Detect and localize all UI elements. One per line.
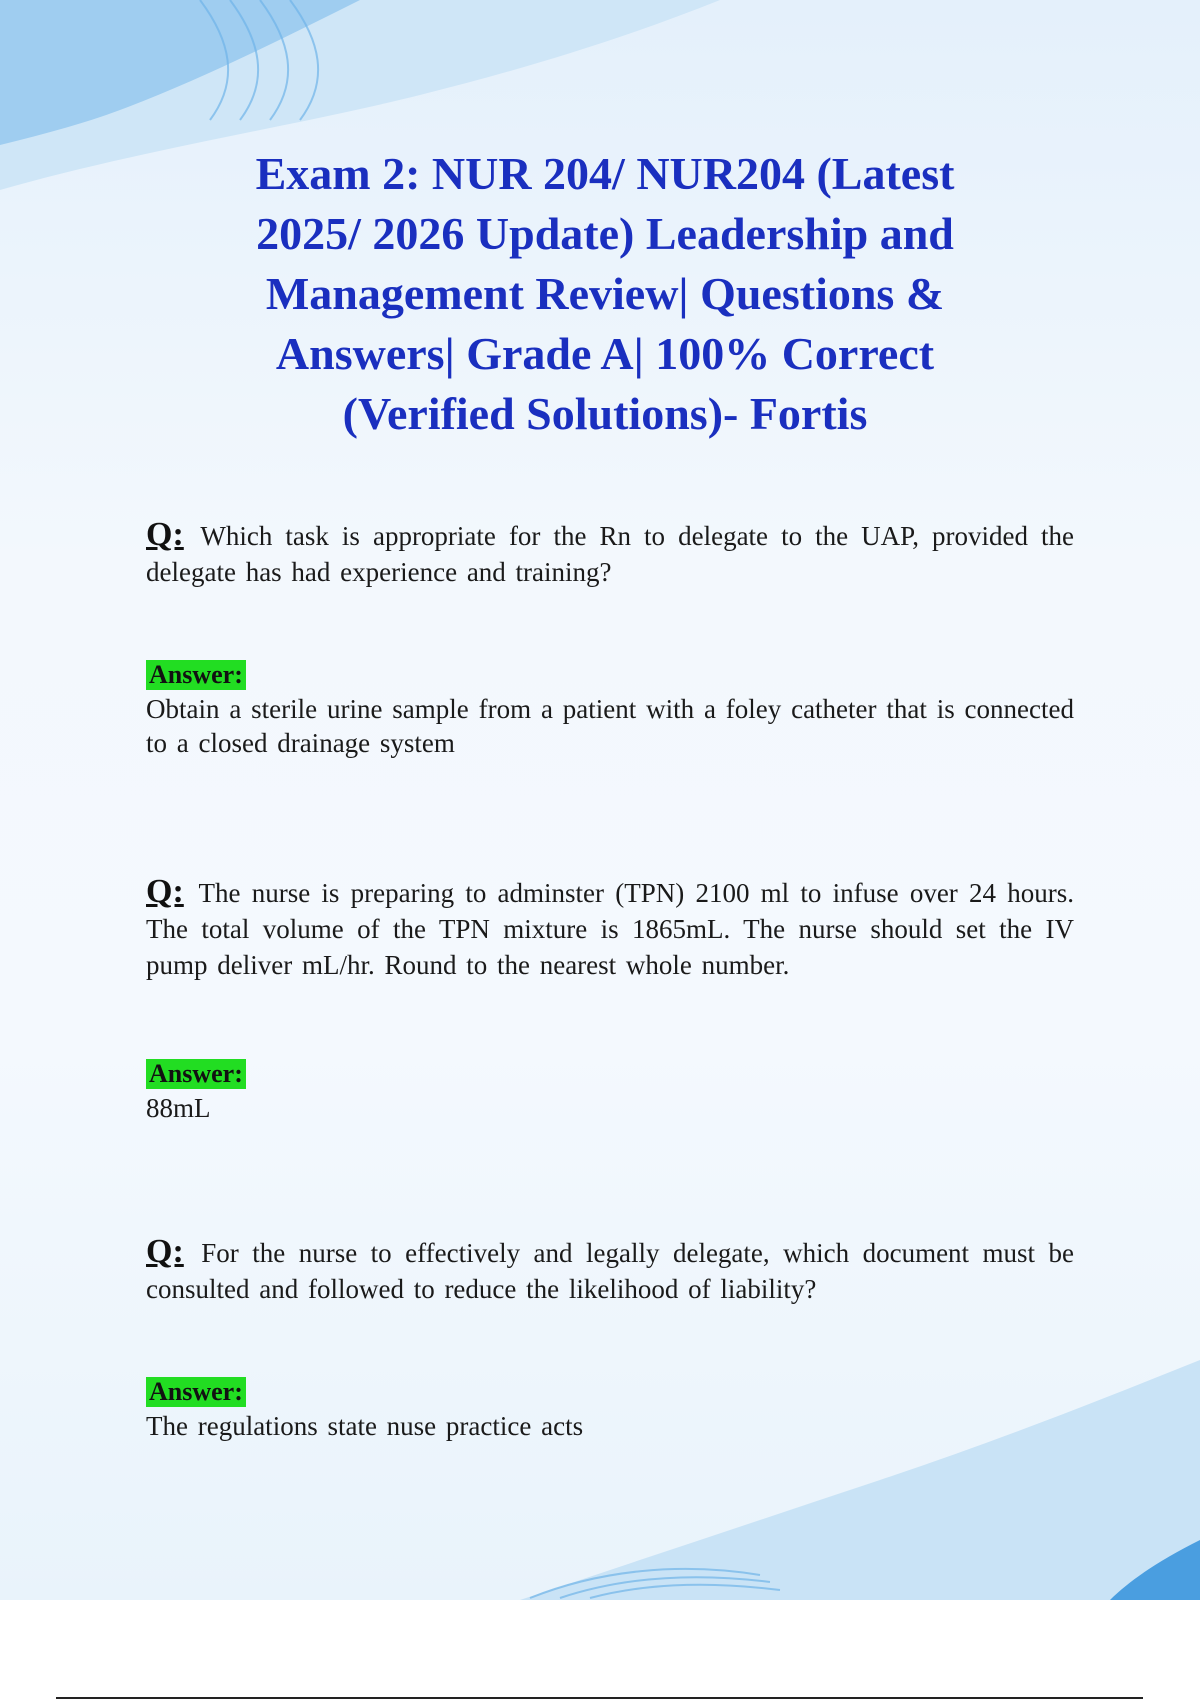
question xyxy=(146,1234,1074,1307)
qa-item-1 xyxy=(146,517,1074,760)
answer-label: Answer: xyxy=(146,1377,246,1407)
question-text: For the nurse to effectively and legally delegate, which document must be consulted and followed to reduce the likelihood of liability? xyxy=(146,1238,1074,1304)
question xyxy=(146,874,1074,983)
question-text: Which task is appropriate for the Rn to delegate to the UAP, provided the delegate has had experience and training? xyxy=(146,521,1074,587)
question-label: Q: xyxy=(146,1233,184,1270)
question xyxy=(146,517,1074,590)
question-label: Q: xyxy=(146,873,184,910)
answer-text: 88mL xyxy=(146,1093,211,1123)
answer-label: Answer: xyxy=(146,1059,246,1089)
answer-text: The regulations state nuse practice acts xyxy=(146,1411,584,1441)
qa-item-2 xyxy=(146,874,1074,1125)
document-title: Exam 2: NUR 204/ NUR204 (Latest 2025/ 2026 Update) Leadership and Management Review| Questions & Answers| Grade A| 100% Correct (Verified Solutions)- Fortis xyxy=(255,148,955,439)
question-label: Q: xyxy=(146,516,184,553)
question-text: The nurse is preparing to adminster (TPN) 2100 ml to infuse over 24 hours. The total volume of the TPN mixture is 1865mL. The nurse should set the IV pump deliver mL/hr. Round to the nearest whole number. xyxy=(146,878,1074,980)
footer-divider xyxy=(56,1697,1143,1699)
answer-text: Obtain a sterile urine sample from a patient with a foley catheter that is connected to a closed drainage system xyxy=(146,694,1074,758)
answer-label: Answer: xyxy=(146,660,246,690)
qa-item-3 xyxy=(146,1234,1074,1443)
